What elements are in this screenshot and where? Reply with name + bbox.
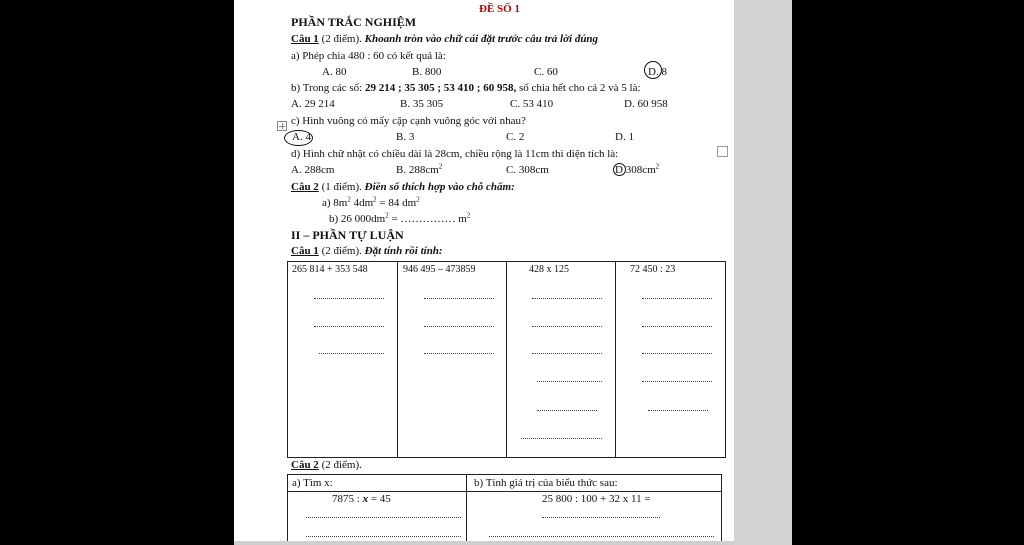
- question-3-heading: Câu 1 (2 điểm). Đặt tính rồi tính:: [291, 245, 443, 257]
- header-find-x: a) Tìm x:: [292, 477, 333, 489]
- header-evaluate: b) Tính giá trị của biểu thức sau:: [474, 477, 618, 489]
- calc-col-1: 265 814 + 353 548: [292, 264, 368, 275]
- table-move-handle-icon[interactable]: [277, 121, 287, 131]
- workspace-background: [734, 0, 792, 545]
- option-1b-b: B. 35 305: [400, 98, 444, 110]
- question-1a: a) Phép chia 480 : 60 có kết quả là:: [291, 50, 446, 62]
- answer-dots: [648, 410, 708, 411]
- option-1a-c: C. 60: [534, 66, 558, 78]
- document-page[interactable]: [234, 0, 734, 545]
- answer-circle-1c: [284, 130, 313, 146]
- answer-dots: [537, 381, 602, 382]
- option-1d-d: D $308cm^2$: [615, 162, 660, 176]
- answer-dots: [521, 438, 602, 439]
- calc-col-3: 428 x 125: [529, 264, 569, 275]
- question-1-heading: Câu 1 (2 điểm). Khoanh tròn vào chữ cái đặt trước câu trả lời đúng: [291, 33, 599, 45]
- option-1b-c: C. 53 410: [510, 98, 554, 110]
- option-1a-b: B. 800: [412, 66, 442, 78]
- answer-circle-1a: [644, 61, 662, 79]
- option-1c-b: B. 3: [396, 131, 415, 143]
- answer-dots: [314, 298, 384, 299]
- answer-dots: [532, 353, 602, 354]
- option-1b-a: A. 29 214: [291, 98, 335, 110]
- answer-dots: [642, 381, 712, 382]
- section-heading-essay: II – PHẦN TỰ LUẬN: [291, 228, 404, 242]
- answer-dots: [424, 353, 494, 354]
- option-1c-d: D. 1: [615, 131, 634, 143]
- answer-dots: [642, 353, 712, 354]
- horizontal-scrollbar[interactable]: [234, 541, 734, 545]
- answer-dots: [424, 326, 494, 327]
- table-divider: [397, 261, 398, 458]
- option-1c-c: C. 2: [506, 131, 525, 143]
- answer-dots: [319, 353, 384, 354]
- answer-dots: [306, 517, 461, 518]
- answer-dots: [532, 298, 602, 299]
- answer-dots: [642, 298, 712, 299]
- answer-dots: [314, 326, 384, 327]
- expression-a: 7875 : x = 45: [332, 493, 391, 505]
- option-1d-a: A. 288cm: [291, 164, 335, 176]
- answer-dots: [642, 326, 712, 327]
- expression-b: 25 800 : 100 + 32 x 11 =: [542, 493, 651, 505]
- question-1b: b) Trong các số: 29 214 ; 35 305 ; 53 410 ; 60 958, số chia hết cho cả 2 và 5 là:: [291, 82, 641, 94]
- option-1c-a: A. 4: [292, 131, 311, 143]
- table-divider: [506, 261, 507, 458]
- checkbox-icon[interactable]: [717, 146, 728, 157]
- answer-dots: [306, 536, 461, 537]
- table-divider: [615, 261, 616, 458]
- question-2-heading: Câu 2 (1 điểm). Điền số thích hợp vào chỗ chấm:: [291, 181, 515, 193]
- section-heading-multiple-choice: PHẦN TRẮC NGHIỆM: [291, 15, 417, 29]
- exam-title: ĐỀ SỐ 1: [479, 3, 520, 15]
- option-1a-d: D. 8: [648, 66, 667, 78]
- question-4-heading: Câu 2 (2 điểm).: [291, 459, 362, 471]
- answer-dots: [542, 517, 660, 518]
- table-divider: [287, 491, 722, 492]
- option-1d-b: B. $288cm^2$: [396, 162, 443, 176]
- option-1b-d: D. 60 958: [624, 98, 668, 110]
- answer-dots: [424, 298, 494, 299]
- calc-col-4: 72 450 : 23: [630, 264, 676, 275]
- question-1c: c) Hình vuông có mấy cặp cạnh vuông góc với nhau?: [291, 115, 526, 127]
- answer-circle-1d: [613, 163, 626, 176]
- option-1a-a: A. 80: [322, 66, 347, 78]
- question-2b: b) 26 $000dm^2$ = …………… $m^2$: [329, 211, 471, 225]
- answer-dots: [537, 410, 597, 411]
- answer-dots: [489, 536, 714, 537]
- option-1d-c: C. 308cm: [506, 164, 549, 176]
- answer-dots: [532, 326, 602, 327]
- table-divider: [466, 474, 467, 545]
- calc-col-2: 946 495 – 473859: [403, 264, 476, 275]
- question-2a: a) $8m^2$ $4dm^2 = 84$ $dm^2$: [322, 195, 420, 209]
- question-1d: d) Hình chữ nhật có chiều dài là 28cm, chiều rộng là 11cm thì diện tích là:: [291, 148, 619, 160]
